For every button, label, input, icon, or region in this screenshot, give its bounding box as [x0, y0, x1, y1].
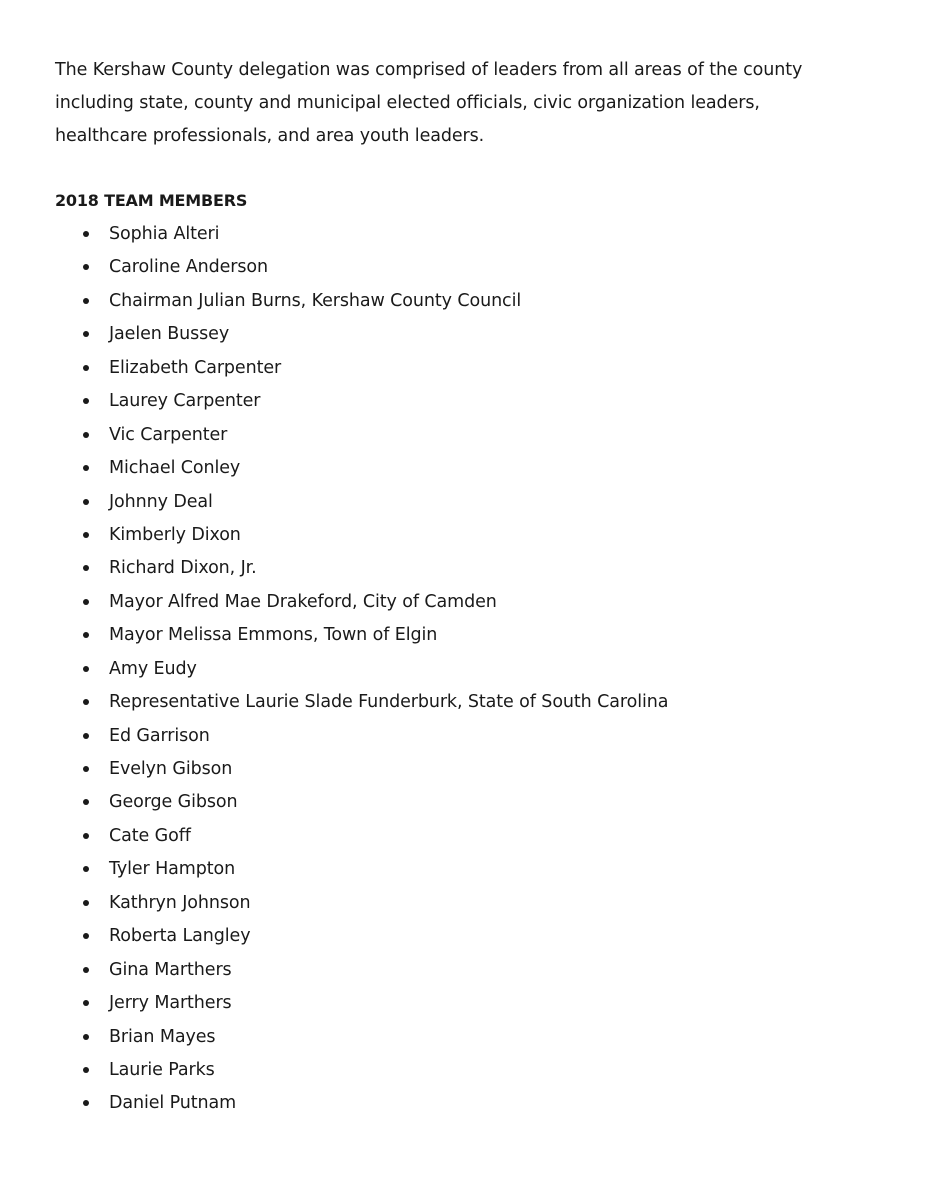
bullet-icon [83, 532, 89, 538]
bullet-icon [83, 833, 89, 839]
bullet-icon [83, 331, 89, 337]
bullet-icon [83, 967, 89, 973]
member-name: Tyler Hampton [109, 859, 236, 880]
member-name: Evelyn Gibson [109, 759, 233, 779]
bullet-icon [83, 1034, 89, 1040]
bullet-icon [83, 799, 89, 805]
bullet-icon [83, 1000, 89, 1006]
bullet-icon [83, 666, 89, 672]
bullet-icon [83, 465, 89, 471]
section-title: 2018 TEAM MEMBERS [55, 191, 248, 210]
intro-paragraph [55, 54, 855, 153]
member-name: Cate Goff [109, 825, 191, 846]
member-name: Jaelen Bussey [109, 324, 230, 345]
member-name: Amy Eudy [109, 658, 197, 679]
member-name: Laurie Parks [109, 1059, 215, 1080]
bullet-icon [83, 866, 89, 872]
member-name: Gina Marthers [109, 959, 232, 980]
member-name: Mayor Alfred Mae Drakeford, City of Camden [109, 591, 497, 612]
member-name: Brian Mayes [109, 1026, 216, 1047]
member-name: Richard Dixon, Jr. [109, 558, 257, 579]
intro-line-1: The Kershaw County delegation was comprised of leaders from all areas of the county [55, 60, 803, 80]
member-name: Kathryn Johnson [109, 892, 251, 913]
member-name: Vic Carpenter [109, 424, 228, 445]
member-name: Chairman Julian Burns, Kershaw County Council [109, 290, 522, 311]
bullet-icon [83, 599, 89, 605]
bullet-icon [83, 398, 89, 404]
bullet-icon [83, 298, 89, 304]
member-name: Jerry Marthers [109, 993, 232, 1014]
member-name: Roberta Langley [109, 926, 251, 947]
bullet-icon [83, 264, 89, 270]
member-name: Johnny Deal [109, 491, 213, 512]
bullet-icon [83, 632, 89, 638]
bullet-icon [83, 565, 89, 571]
bullet-icon [83, 766, 89, 772]
member-name: Sophia Alteri [109, 224, 220, 244]
bullet-icon [83, 499, 89, 505]
bullet-icon [83, 1100, 89, 1106]
bullet-icon [83, 933, 89, 939]
bullet-icon [83, 733, 89, 739]
member-name: Michael Conley [109, 458, 241, 479]
bullet-icon [83, 1067, 89, 1073]
intro-line-2: including state, county and municipal elected officials, civic organization leaders, [55, 93, 760, 113]
bullet-icon [83, 432, 89, 438]
member-name: Ed Garrison [109, 725, 210, 746]
member-name: Elizabeth Carpenter [109, 357, 282, 378]
bullet-icon [83, 365, 89, 371]
member-name: George Gibson [109, 792, 238, 813]
member-name: Representative Laurie Slade Funderburk, State of South Carolina [109, 692, 669, 713]
member-name: Daniel Putnam [109, 1093, 237, 1114]
member-name: Mayor Melissa Emmons, Town of Elgin [109, 625, 438, 646]
member-name: Kimberly Dixon [109, 524, 241, 545]
bullet-icon [83, 900, 89, 906]
member-name: Laurey Carpenter [109, 391, 261, 412]
bullet-icon [83, 699, 89, 705]
member-name: Caroline Anderson [109, 257, 268, 278]
bullet-icon [83, 231, 89, 237]
intro-line-3: healthcare professionals, and area youth leaders. [55, 126, 485, 146]
